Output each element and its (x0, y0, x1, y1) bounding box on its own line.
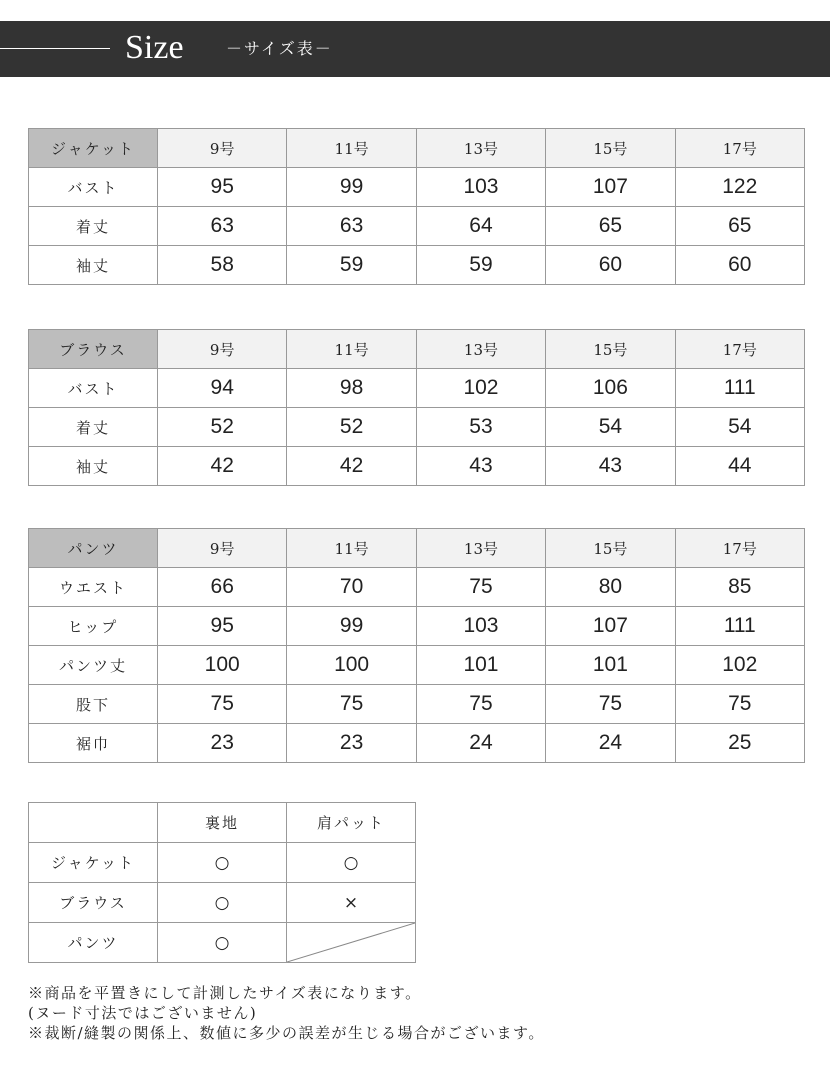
measurement-cell: 23 (158, 724, 287, 763)
diagonal-slash-icon (287, 923, 415, 962)
measurement-cell: 85 (675, 568, 804, 607)
measurement-cell: 23 (287, 724, 416, 763)
measurement-cell: 66 (158, 568, 287, 607)
blouse-table-title: ブラウス (29, 330, 158, 369)
measurement-cell: 60 (546, 246, 675, 285)
measurement-cell: 100 (158, 646, 287, 685)
measurement-cell: 102 (416, 369, 545, 408)
measurement-cell: 65 (675, 207, 804, 246)
column-header: 裏地 (158, 803, 287, 843)
row-label: ブラウス (29, 883, 158, 923)
table-row (29, 607, 805, 646)
jacket-table-title: ジャケット (29, 129, 158, 168)
measurement-cell: 54 (675, 408, 804, 447)
page-header (0, 21, 830, 77)
row-label: 股下 (29, 685, 158, 724)
measurement-cell: 95 (158, 168, 287, 207)
circle-mark: ○ (158, 843, 287, 883)
row-label: パンツ (29, 923, 158, 963)
row-label: 着丈 (29, 408, 158, 447)
measurement-cell: 75 (287, 685, 416, 724)
measurement-cell: 99 (287, 168, 416, 207)
measurement-cell: 75 (416, 685, 545, 724)
measurement-cell: 59 (416, 246, 545, 285)
measurement-cell: 44 (675, 447, 804, 486)
measurement-cell: 65 (546, 207, 675, 246)
measurement-cell: 100 (287, 646, 416, 685)
note-line: ※裁断/縫製の関係上、数値に多少の誤差が生じる場合がございます。 (28, 1024, 545, 1042)
pants-size-table (28, 528, 805, 763)
table-row (29, 843, 416, 883)
table-row (29, 447, 805, 486)
size-header: 13号 (416, 129, 545, 168)
table-row (29, 369, 805, 408)
measurement-cell: 64 (416, 207, 545, 246)
measurement-cell: 24 (416, 724, 545, 763)
table-header-row (29, 330, 805, 369)
row-label: 袖丈 (29, 447, 158, 486)
size-header: 13号 (416, 330, 545, 369)
measurement-cell: 107 (546, 607, 675, 646)
size-header: 13号 (416, 529, 545, 568)
measurement-cell: 101 (416, 646, 545, 685)
row-label: パンツ丈 (29, 646, 158, 685)
row-label: バスト (29, 369, 158, 408)
measurement-cell: 43 (416, 447, 545, 486)
size-header: 17号 (675, 529, 804, 568)
column-header: 肩パット (287, 803, 416, 843)
size-header: 11号 (287, 129, 416, 168)
row-label: バスト (29, 168, 158, 207)
cross-mark: × (287, 883, 416, 923)
measurement-cell: 111 (675, 607, 804, 646)
row-label: ジャケット (29, 843, 158, 883)
measurement-cell: 103 (416, 607, 545, 646)
page-subtitle: －サイズ表－ (226, 39, 333, 58)
size-header: 9号 (158, 529, 287, 568)
empty-corner-cell (29, 803, 158, 843)
not-applicable-cell (287, 923, 416, 963)
measurement-cell: 122 (675, 168, 804, 207)
measurement-cell: 106 (546, 369, 675, 408)
measurement-cell: 80 (546, 568, 675, 607)
measurement-cell: 58 (158, 246, 287, 285)
blouse-size-table (28, 329, 805, 486)
table-row (29, 568, 805, 607)
table-header-row (29, 803, 416, 843)
measurement-cell: 25 (675, 724, 804, 763)
table-row (29, 685, 805, 724)
measurement-cell: 52 (158, 408, 287, 447)
table-row (29, 646, 805, 685)
measurement-cell: 52 (287, 408, 416, 447)
notes (28, 983, 545, 1043)
row-label: 袖丈 (29, 246, 158, 285)
table-row (29, 207, 805, 246)
measurement-cell: 101 (546, 646, 675, 685)
measurement-cell: 111 (675, 369, 804, 408)
measurement-cell: 98 (287, 369, 416, 408)
measurement-cell: 59 (287, 246, 416, 285)
size-header: 15号 (546, 529, 675, 568)
pants-table-title: パンツ (29, 529, 158, 568)
measurement-cell: 95 (158, 607, 287, 646)
measurement-cell: 53 (416, 408, 545, 447)
circle-mark: ○ (287, 843, 416, 883)
measurement-cell: 75 (158, 685, 287, 724)
table-header-row (29, 129, 805, 168)
measurement-cell: 42 (287, 447, 416, 486)
row-label: ウエスト (29, 568, 158, 607)
measurement-cell: 54 (546, 408, 675, 447)
measurement-cell: 60 (675, 246, 804, 285)
size-header: 11号 (287, 529, 416, 568)
size-header: 17号 (675, 330, 804, 369)
measurement-cell: 103 (416, 168, 545, 207)
measurement-cell: 63 (158, 207, 287, 246)
jacket-size-table (28, 128, 805, 285)
measurement-cell: 42 (158, 447, 287, 486)
circle-mark: ○ (158, 923, 287, 963)
table-row (29, 724, 805, 763)
measurement-cell: 43 (546, 447, 675, 486)
size-header: 15号 (546, 129, 675, 168)
header-rule (0, 48, 110, 49)
measurement-cell: 75 (416, 568, 545, 607)
measurement-cell: 94 (158, 369, 287, 408)
table-header-row (29, 529, 805, 568)
measurement-cell: 99 (287, 607, 416, 646)
row-label: ヒップ (29, 607, 158, 646)
measurement-cell: 70 (287, 568, 416, 607)
measurement-cell: 107 (546, 168, 675, 207)
note-line: (ヌード寸法ではございません) (28, 1004, 258, 1022)
size-header: 9号 (158, 129, 287, 168)
page-title: Size (125, 29, 184, 66)
table-row (29, 168, 805, 207)
size-header: 9号 (158, 330, 287, 369)
table-row (29, 923, 416, 963)
measurement-cell: 24 (546, 724, 675, 763)
row-label: 裾巾 (29, 724, 158, 763)
row-label: 着丈 (29, 207, 158, 246)
circle-mark: ○ (158, 883, 287, 923)
table-row (29, 246, 805, 285)
measurement-cell: 102 (675, 646, 804, 685)
measurement-cell: 63 (287, 207, 416, 246)
size-header: 17号 (675, 129, 804, 168)
note-line: ※商品を平置きにして計測したサイズ表になります。 (28, 984, 422, 1002)
measurement-cell: 75 (675, 685, 804, 724)
size-header: 11号 (287, 330, 416, 369)
table-row (29, 883, 416, 923)
size-header: 15号 (546, 330, 675, 369)
table-row (29, 408, 805, 447)
measurement-cell: 75 (546, 685, 675, 724)
options-table (28, 802, 416, 963)
